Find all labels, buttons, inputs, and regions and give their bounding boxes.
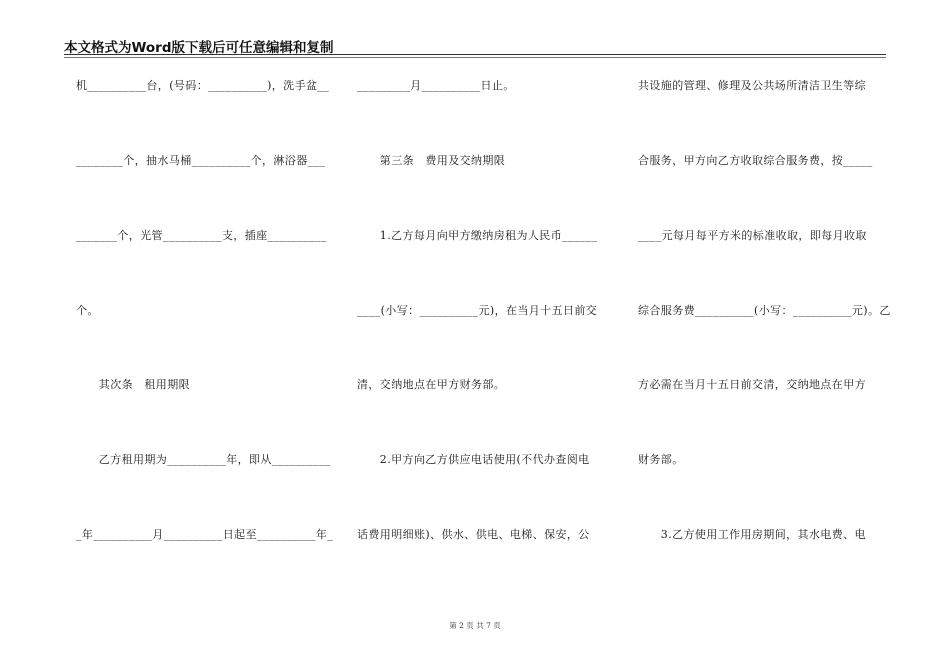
section-heading: 第三条 费用及交纳期限 <box>357 154 506 167</box>
text-line: 机__________台，(号码：__________)，洗手盆__ <box>76 79 330 92</box>
text-line: 合服务，甲方向乙方收取综合服务费，按_____ <box>638 154 873 167</box>
text-line: 方必需在当月十五日前交清，交纳地点在甲方 <box>638 378 866 391</box>
text-line: _年__________月__________日起至__________年_ <box>76 528 334 541</box>
text-line: _________月__________日止。 <box>357 79 515 92</box>
page-number: 第 2 页 共 7 页 <box>449 621 501 630</box>
text-line: 综合服务费__________(小写：__________元)。乙 <box>638 304 891 317</box>
header-rule-thin <box>64 57 886 58</box>
text-line: 话费用明细账)、供水、供电、电梯、保安，公 <box>357 528 590 541</box>
document-header-title: 本文格式为Word版下载后可任意编辑和复制 <box>64 40 334 56</box>
text-line: _______个，光管__________支，插座__________ <box>76 229 327 242</box>
text-line: ________个，抽水马桶__________个，淋浴器___ <box>76 154 326 167</box>
text-line: 个。 <box>76 304 99 317</box>
text-line: ____元每月每平方米的标准收取，即每月收取 <box>638 229 867 242</box>
text-line: ____(小写：__________元)，在当月十五日前交 <box>357 304 598 317</box>
text-line: 1.乙方每月向甲方缴纳房租为人民币______ <box>357 229 598 242</box>
header-rule <box>64 54 886 55</box>
text-line: 3.乙方使用工作用房期间，其水电费、电 <box>638 528 866 541</box>
text-line: 清，交纳地点在甲方财务部。 <box>357 378 506 391</box>
text-line: 乙方租用期为__________年，即从__________ <box>76 453 331 466</box>
section-heading: 其次条 租用期限 <box>76 378 190 391</box>
text-line: 财务部。 <box>638 453 684 466</box>
text-line: 2.甲方向乙方供应电话使用(不代办查阅电 <box>357 453 590 466</box>
text-line: 共设施的管理、修理及公共场所清洁卫生等综 <box>638 79 866 92</box>
